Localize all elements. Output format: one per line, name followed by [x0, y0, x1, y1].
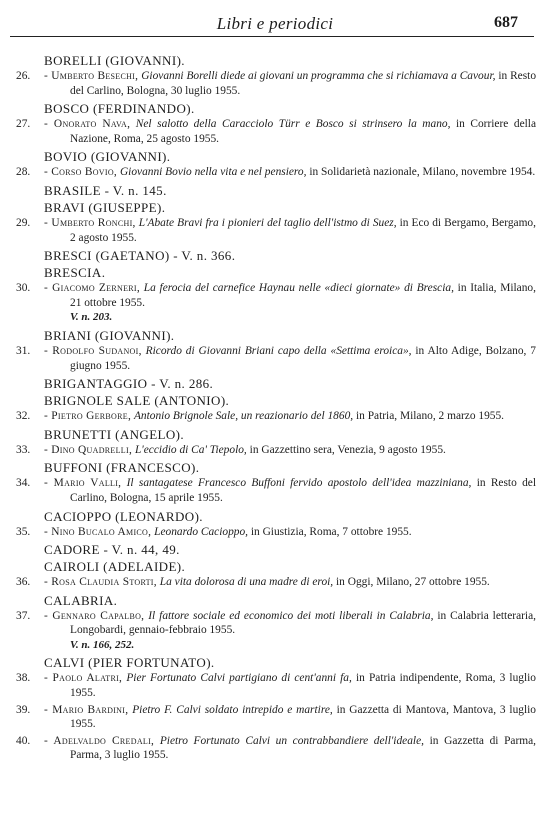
subject-heading: CADORE - V. n. 44, 49. — [44, 542, 180, 558]
page-header — [0, 12, 550, 36]
entry-title: Pietro F. Calvi soldato intrepido e martire, — [132, 703, 333, 716]
entry-text — [44, 525, 536, 540]
subject-heading: CACIOPPO (LEONARDO). — [44, 508, 203, 524]
entry-text — [44, 671, 536, 700]
running-title: Libri e periodici — [216, 14, 334, 33]
bibliography-entry — [0, 344, 550, 373]
subject-heading: BRESCIA. — [44, 265, 106, 281]
entry-number: 38. — [16, 672, 31, 685]
entry-number: 36. — [16, 576, 31, 589]
bibliography-entry — [0, 703, 550, 732]
entry-source: in Patria indipendente, Roma, 3 luglio 1955. — [70, 672, 536, 700]
entry-title: L'Abate Bravi fra i pionieri del taglio dell'istmo di Suez, — [138, 216, 397, 229]
entry-text — [44, 409, 536, 424]
subject-heading: CALVI (PIER FORTUNATO). — [44, 655, 215, 671]
subject-heading: CAIROLI (ADELAIDE). — [44, 559, 186, 575]
entry-author: - Nino Bucalo Amico, — [44, 525, 152, 538]
subject-heading: BRASILE - V. n. 145. — [44, 182, 167, 198]
entry-text — [44, 443, 536, 458]
entry-source: in Giustizia, Roma, 7 ottobre 1955. — [250, 525, 412, 538]
entry-source: in Italia, Milano, 21 ottobre 1955. — [70, 282, 536, 309]
entry-source: in Calabria letteraria, Longobardi, gennaio-febbraio 1955. — [70, 609, 536, 637]
bibliography-entry — [0, 281, 550, 325]
entry-source: in Eco di Bergamo, Bergamo, 2 agosto 1955. — [70, 216, 536, 244]
entry-text — [44, 575, 536, 590]
entry-number: 39. — [16, 703, 31, 716]
entry-title: Il santagatese Francesco Buffoni fervido apostolo dell'idea mazziniana, — [126, 477, 472, 490]
bibliography-entry — [0, 69, 550, 98]
entry-text — [44, 281, 536, 325]
entry-number: 26. — [16, 70, 31, 82]
bibliography-entry — [0, 216, 550, 245]
entry-text — [44, 344, 536, 373]
subject-heading: BRUNETTI (ANGELO). — [44, 426, 185, 442]
entry-source: in Patria, Milano, 2 marzo 1955. — [355, 410, 505, 423]
bibliography-entry — [0, 525, 550, 540]
entry-title: L'eccidio di Ca' Tiepolo, — [134, 443, 247, 456]
bibliography-entry — [0, 476, 550, 505]
subject-heading: BRIANI (GIOVANNI). — [44, 327, 175, 343]
entry-title: La ferocia del carnefice Haynau nelle «dieci giornate» di Brescia, — [143, 282, 454, 295]
entry-title: Pietro Fortunato Calvi un contrabbandiere dell'ideale, — [159, 734, 424, 747]
entry-number: 29. — [16, 216, 31, 229]
entry-source: in Alto Adige, Bolzano, 7 giugno 1955. — [70, 344, 536, 372]
entry-source: in Gazzetta di Mantova, Mantova, 3 luglio 1955. — [70, 703, 536, 731]
subject-heading: BRIGNOLE SALE (ANTONIO). — [44, 393, 230, 409]
entry-author: - Mario Bardini, — [44, 703, 129, 716]
entry-title: Pier Fortunato Calvi partigiano di cent'anni fa, — [126, 672, 352, 685]
bibliography-entry — [0, 165, 550, 180]
entry-text — [44, 165, 536, 180]
entry-author: - Giacomo Zerneri, — [44, 282, 141, 295]
entry-author: - Dino Quadrelli, — [44, 443, 133, 456]
entry-title: Giovanni Borelli diede ai giovani un programma che si richiamava a Cavour, — [141, 70, 496, 82]
entry-author: - Corso Bovio, — [44, 166, 118, 179]
entry-title: Nel salotto della Caracciolo Türr e Bosco si strinsero la mano, — [135, 118, 451, 131]
entry-author: - Adelvaldo Credali, — [44, 734, 155, 747]
bibliography-entry — [0, 575, 550, 590]
entry-author: - Mario Valli, — [44, 477, 122, 490]
entry-title: La vita dolorosa di una madre di eroi, — [159, 576, 334, 589]
entry-source: in Gazzettino sera, Venezia, 9 agosto 1955. — [249, 443, 446, 456]
subject-heading: BORELLI (GIOVANNI). — [44, 53, 185, 68]
bibliography-entry — [0, 734, 550, 763]
entry-number: 34. — [16, 477, 31, 490]
entry-title: Il fattore sociale ed economico dei moti liberali in Calabria, — [148, 609, 434, 622]
entry-title: Antonio Brignole Sale, un reazionario del 1860, — [133, 410, 354, 423]
entry-author: - Paolo Alatri, — [44, 672, 123, 685]
entry-title: Ricordo di Giovanni Briani capo della «Settima eroica», — [145, 344, 412, 357]
subject-heading: BOSCO (FERDINANDO). — [44, 101, 195, 117]
subject-heading: BUFFONI (FRANCESCO). — [44, 460, 200, 476]
entry-number: 37. — [16, 609, 31, 622]
entry-text — [44, 734, 536, 763]
bibliography-entry — [0, 609, 550, 653]
subject-heading: BOVIO (GIOVANNI). — [44, 149, 171, 165]
subject-heading: CALABRIA. — [44, 592, 118, 608]
entry-author: - Pietro Gerbore, — [44, 410, 132, 423]
subject-heading: BRAVI (GIUSEPPE). — [44, 199, 166, 215]
entry-author: - Rosa Claudia Storti, — [44, 576, 157, 589]
cross-reference: V. n. 166, 252. — [70, 638, 135, 651]
entry-text — [44, 117, 536, 146]
entry-source: in Resto del Carlino, Bologna, 15 aprile 1955. — [70, 477, 536, 504]
entry-title: Leonardo Cacioppo, — [154, 525, 249, 538]
entry-number: 35. — [16, 525, 31, 538]
entry-text — [44, 703, 536, 732]
subject-heading: BRIGANTAGGIO - V. n. 286. — [44, 376, 214, 392]
entry-source: in Gazzetta di Parma, Parma, 3 luglio 1955. — [70, 734, 537, 762]
bibliography-list — [0, 52, 550, 765]
bibliography-entry — [0, 443, 550, 458]
entry-text — [44, 609, 536, 653]
entry-number: 32. — [16, 410, 31, 423]
entry-number: 40. — [16, 734, 31, 747]
entry-text — [44, 476, 536, 505]
entry-author: - Gennaro Capalbo, — [44, 609, 145, 622]
header-rule — [10, 36, 534, 37]
entry-text — [44, 69, 536, 98]
entry-author: - Onorato Nava, — [44, 118, 131, 131]
entry-number: 27. — [16, 118, 31, 131]
entry-author: - Umberto Ronchi, — [44, 216, 136, 229]
entry-text — [44, 216, 536, 245]
bibliography-entry — [0, 117, 550, 146]
entry-source: in Solidarietà nazionale, Milano, novembre 1954. — [309, 166, 536, 179]
entry-number: 30. — [16, 282, 31, 295]
entry-number: 28. — [16, 166, 31, 179]
cross-reference: V. n. 203. — [70, 311, 113, 324]
entry-author: - Umberto Besechi, — [44, 70, 139, 82]
entry-title: Giovanni Bovio nella vita e nel pensiero, — [119, 166, 307, 179]
entry-author: - Rodolfo Sudanoi, — [44, 344, 142, 357]
entry-source: in Oggi, Milano, 27 ottobre 1955. — [336, 576, 490, 589]
entry-number: 31. — [16, 344, 31, 357]
entry-source: in Corriere della Nazione, Roma, 25 agosto 1955. — [70, 118, 537, 145]
entry-number: 33. — [16, 443, 31, 456]
bibliography-entry — [0, 409, 550, 424]
bibliography-entry — [0, 671, 550, 700]
subject-heading: BRESCI (GAETANO) - V. n. 366. — [44, 248, 236, 264]
page-number: 687 — [494, 14, 518, 31]
entry-source: in Resto del Carlino, Bologna, 30 luglio 1955. — [70, 70, 537, 97]
